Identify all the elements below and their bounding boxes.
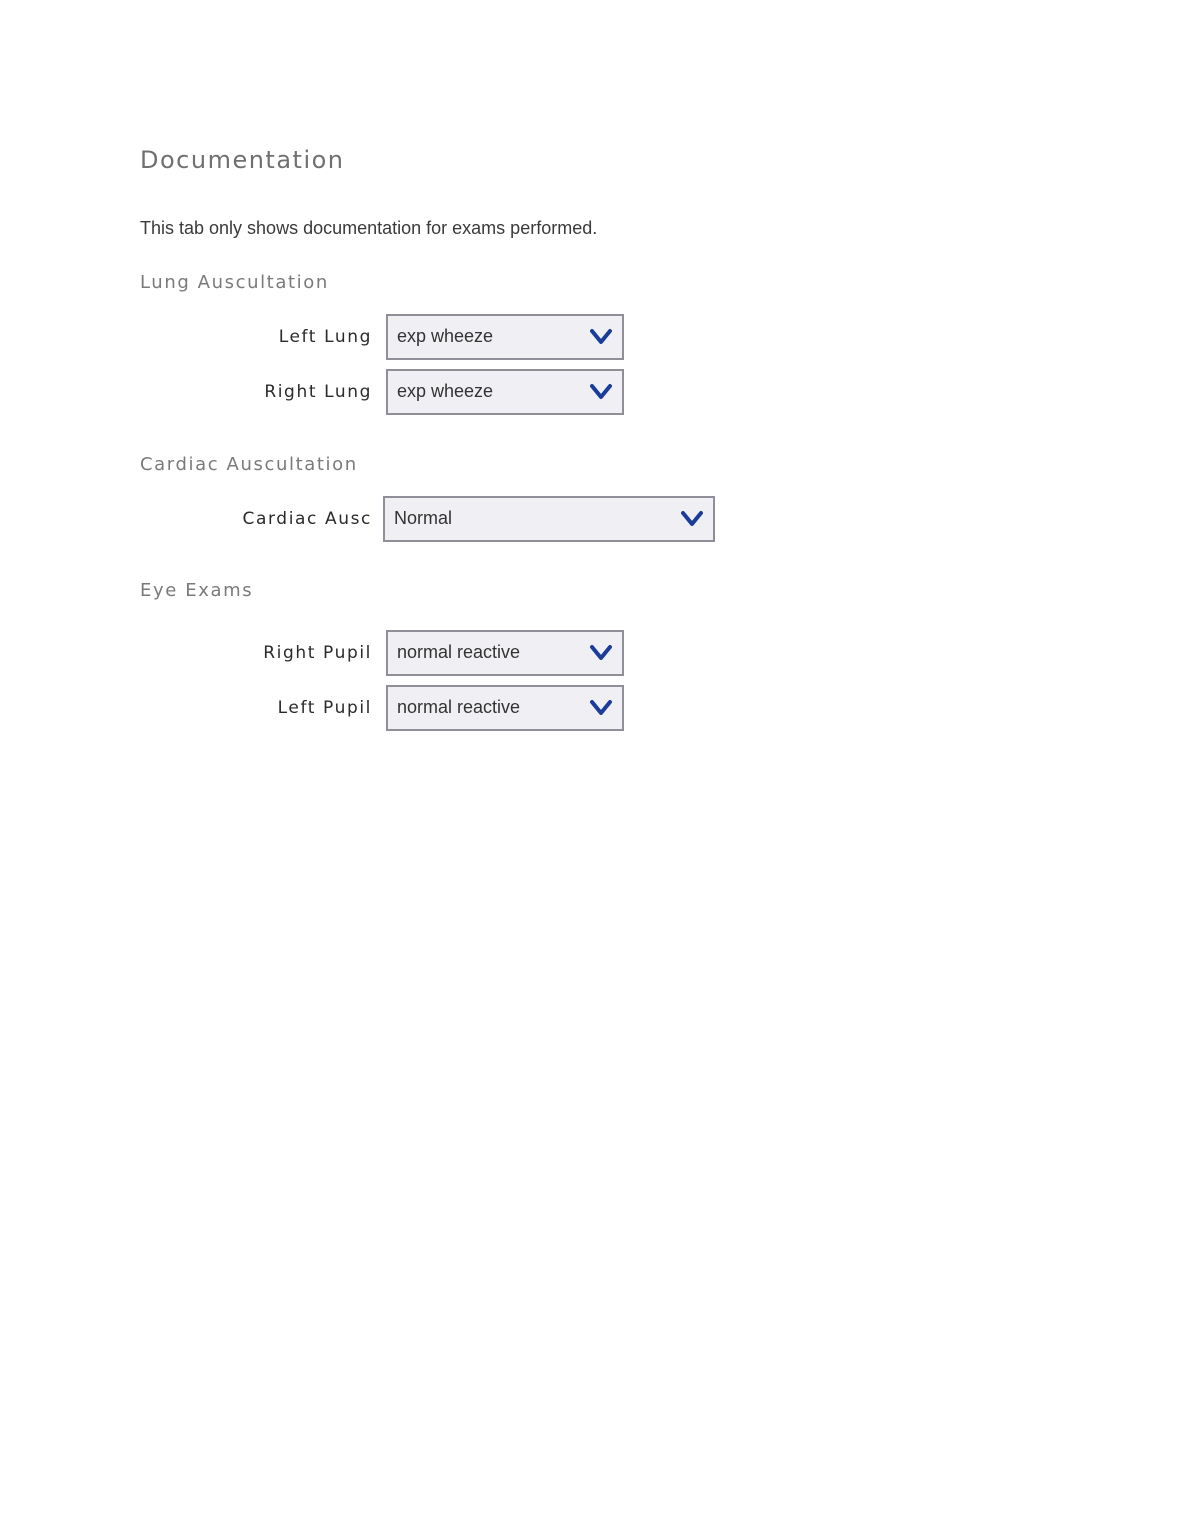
chevron-down-icon — [590, 644, 612, 662]
field-label-cardiac-ausc: Cardiac Ausc — [242, 509, 372, 529]
left-pupil-select-value: normal reactive — [397, 697, 521, 717]
field-row-right-pupil — [140, 630, 624, 676]
right-lung-select[interactable] — [386, 369, 624, 415]
section-heading-eye-exams: Eye Exams — [140, 580, 254, 601]
field-label-right-pupil: Right Pupil — [263, 643, 372, 663]
field-row-left-lung — [140, 314, 624, 360]
chevron-down-icon — [590, 699, 612, 717]
right-pupil-select-value: normal reactive — [397, 642, 521, 662]
field-row-left-pupil — [140, 685, 624, 731]
cardiac-ausc-select[interactable] — [383, 496, 715, 542]
field-label-right-lung: Right Lung — [264, 382, 372, 402]
field-row-right-lung — [140, 369, 624, 415]
field-label-left-lung: Left Lung — [278, 327, 372, 347]
field-label-left-pupil: Left Pupil — [277, 698, 372, 718]
chevron-down-icon — [590, 328, 612, 346]
right-lung-select-value: exp wheeze — [397, 381, 494, 401]
page-title: Documentation — [140, 146, 345, 174]
left-pupil-select[interactable] — [386, 685, 624, 731]
right-pupil-select[interactable] — [386, 630, 624, 676]
intro-text: This tab only shows documentation for exams performed. — [140, 218, 598, 238]
cardiac-ausc-select-value: Normal — [394, 508, 453, 528]
chevron-down-icon — [590, 383, 612, 401]
section-heading-cardiac-auscultation: Cardiac Auscultation — [140, 454, 358, 475]
left-lung-select[interactable] — [386, 314, 624, 360]
left-lung-select-value: exp wheeze — [397, 326, 494, 346]
chevron-down-icon — [681, 510, 703, 528]
field-row-cardiac-ausc — [140, 496, 716, 542]
section-heading-lung-auscultation: Lung Auscultation — [140, 272, 329, 293]
